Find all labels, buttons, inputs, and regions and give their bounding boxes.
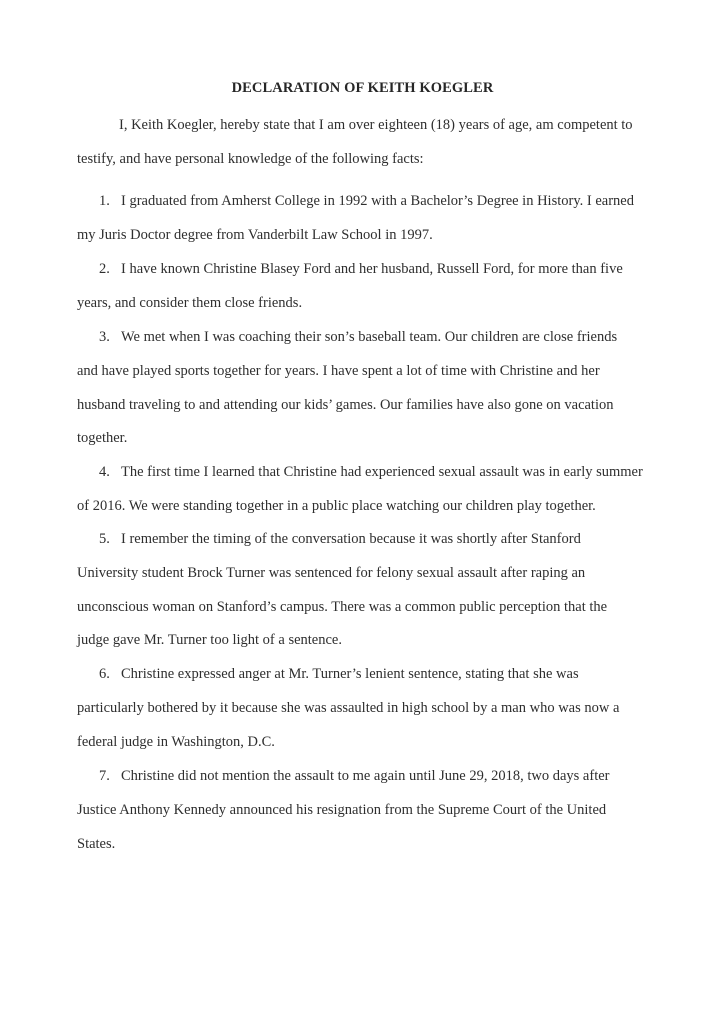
paragraph-line: judge gave Mr. Turner too light of a sentence. bbox=[77, 632, 342, 649]
numbered-paragraph-1 bbox=[77, 185, 657, 253]
paragraph-line: and have played sports together for years. I have spent a lot of time with Christine and her bbox=[77, 362, 600, 379]
numbered-paragraph-3 bbox=[77, 321, 657, 456]
document-title: DECLARATION OF KEITH KOEGLER bbox=[231, 80, 494, 96]
paragraph-line: particularly bothered by it because she was assaulted in high school by a man who was now a bbox=[77, 699, 620, 716]
paragraph-line: States. bbox=[77, 835, 116, 852]
paragraph-line: together. bbox=[77, 430, 128, 447]
paragraph-line: federal judge in Washington, D.C. bbox=[77, 733, 275, 750]
intro-line-2: testify, and have personal knowledge of the following facts: bbox=[77, 150, 424, 167]
paragraph-line: husband traveling to and attending our kids’ games. Our families have also gone on vacation bbox=[77, 396, 614, 413]
paragraph-line: We met when I was coaching their son’s baseball team. Our children are close friends bbox=[121, 329, 618, 345]
paragraph-number: 2. bbox=[99, 261, 110, 277]
paragraph-line: University student Brock Turner was sentenced for felony sexual assault after raping an bbox=[77, 564, 586, 581]
paragraph-number: 5. bbox=[99, 531, 110, 547]
paragraph-line: I graduated from Amherst College in 1992 with a Bachelor’s Degree in History. I earned bbox=[121, 193, 634, 209]
numbered-paragraph-2 bbox=[77, 253, 657, 321]
paragraph-number: 4. bbox=[99, 464, 110, 480]
paragraph-line: unconscious woman on Stanford’s campus. There was a common public perception that the bbox=[77, 598, 608, 615]
numbered-paragraph-6 bbox=[77, 658, 657, 759]
paragraph-line: I remember the timing of the conversation because it was shortly after Stanford bbox=[121, 531, 581, 547]
paragraph-line: my Juris Doctor degree from Vanderbilt Law School in 1997. bbox=[77, 226, 433, 243]
paragraph-number: 3. bbox=[99, 329, 110, 345]
intro-line-1: I, Keith Koegler, hereby state that I am over eighteen (18) years of age, am competent to bbox=[119, 117, 633, 133]
paragraph-number: 7. bbox=[99, 768, 110, 784]
paragraph-line: of 2016. We were standing together in a public place watching our children play together. bbox=[77, 497, 596, 514]
paragraph-line: years, and consider them close friends. bbox=[77, 294, 303, 311]
paragraph-line: Justice Anthony Kennedy announced his resignation from the Supreme Court of the United bbox=[77, 801, 607, 818]
paragraph-number: 6. bbox=[99, 666, 110, 682]
numbered-paragraph-5 bbox=[77, 523, 657, 658]
paragraph-line: The first time I learned that Christine had experienced sexual assault was in early summer bbox=[121, 464, 643, 480]
paragraph-line: I have known Christine Blasey Ford and her husband, Russell Ford, for more than five bbox=[121, 261, 623, 277]
paragraph-line: Christine did not mention the assault to me again until June 29, 2018, two days after bbox=[121, 768, 610, 784]
numbered-paragraph-7 bbox=[77, 760, 657, 861]
paragraph-line: Christine expressed anger at Mr. Turner’s lenient sentence, stating that she was bbox=[121, 666, 579, 682]
numbered-paragraph-4 bbox=[77, 456, 657, 524]
paragraph-number: 1. bbox=[99, 193, 110, 209]
intro-paragraph bbox=[77, 109, 657, 177]
